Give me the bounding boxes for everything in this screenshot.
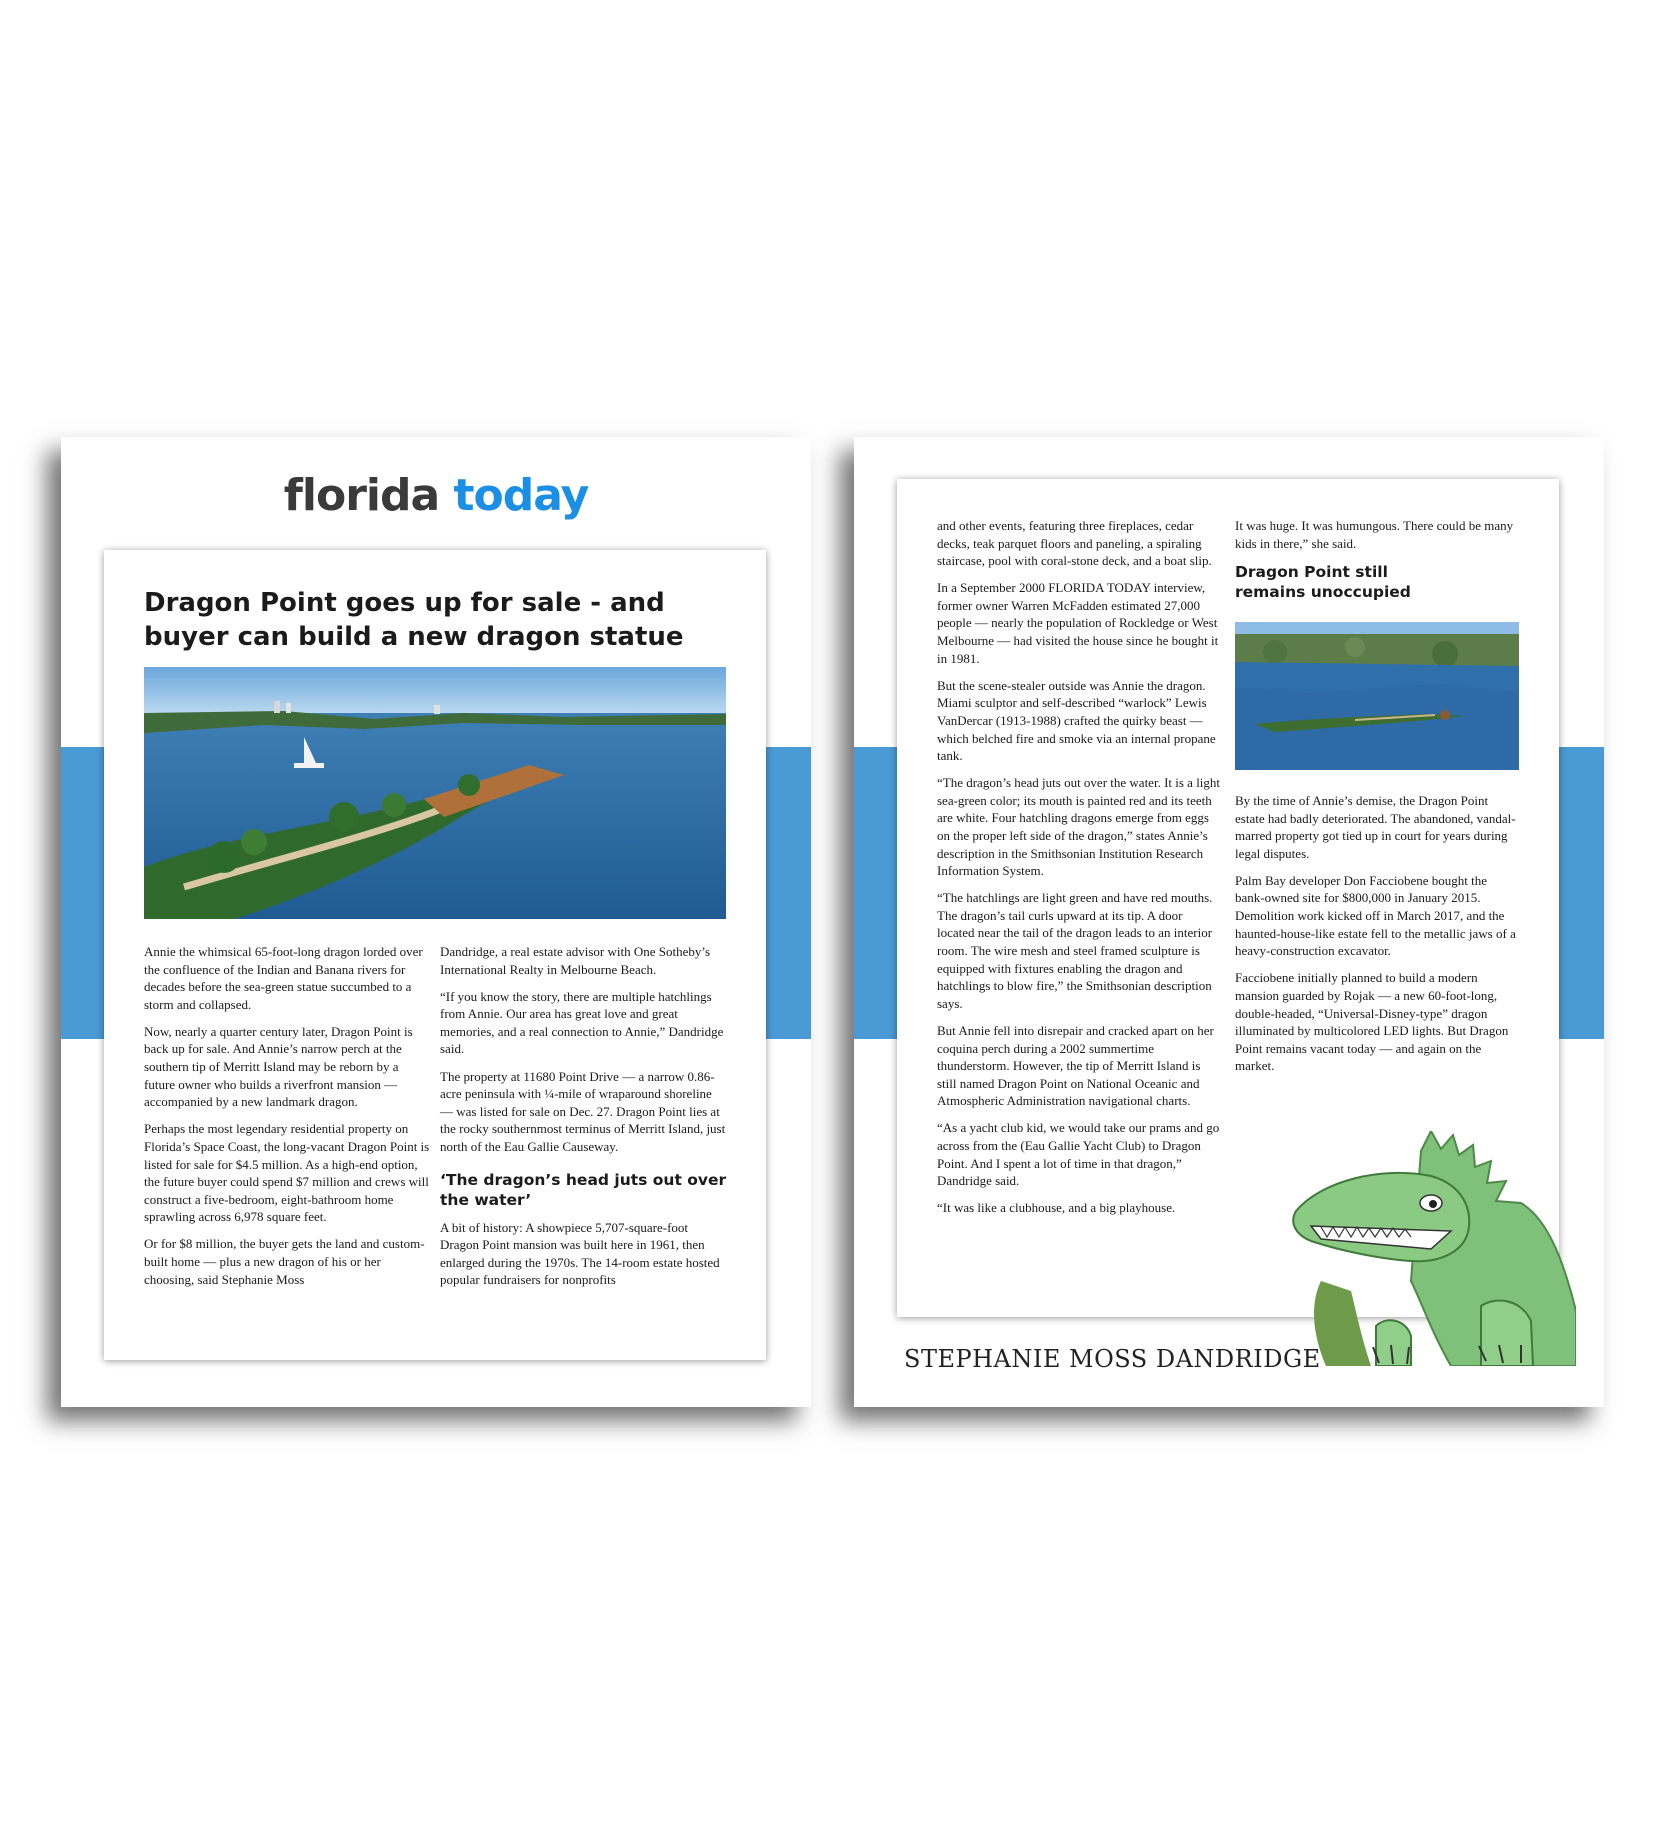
column-2 bbox=[440, 943, 728, 1298]
paragraph: Perhaps the most legendary residential property on Florida’s Space Coast, the long-vacant Dragon Point is listed for sale for $4.5 million. As a high-end option, the future buyer could spend $7 million and crews will construct a five-bedroom, eight-bathroom home sprawling across 6,978 square feet. bbox=[144, 1121, 430, 1225]
paragraph: By the time of Annie’s demise, the Dragon Point estate had badly deteriorated. The abandoned, vandal-marred property got tied up in court for years during legal disputes. bbox=[1235, 793, 1516, 861]
right-page bbox=[854, 437, 1604, 1407]
paragraph: “If you know the story, there are multiple hatchlings from Annie. Our area has great love and great memories, and a real connection to Annie,” Dandridge said. bbox=[440, 988, 724, 1057]
paragraph: A bit of history: A showpiece 5,707-square-foot Dragon Point mansion was built here in 1961, then enlarged during the 1970s. The 14-room estate hosted popular fundraisers for nonprofits bbox=[440, 1219, 720, 1288]
subheading: ‘The dragon’s head juts out over the water’ bbox=[440, 1170, 727, 1209]
paragraph: Dandridge, a real estate advisor with One Sotheby’s International Realty in Melbourne Beach. bbox=[440, 944, 711, 977]
author-byline: STEPHANIE MOSS DANDRIDGE bbox=[904, 1345, 1321, 1373]
column-4-continued bbox=[1235, 792, 1519, 1084]
paragraph: But the scene-stealer outside was Annie the dragon. Miami sculptor and self-described “warlock” Lewis VanDercar (1913-1988) crafted the quirky beast — which belched fire and smoke via an internal propane tank. bbox=[937, 677, 1216, 764]
logo-florida: florida bbox=[283, 470, 440, 521]
hero-aerial-photo bbox=[144, 667, 726, 919]
left-page bbox=[61, 437, 811, 1407]
paragraph: Facciobene initially planned to build a modern mansion guarded by Rojak — a new 60-foot-long, double-headed, “Universal-Disney-type” dragon illuminated by multicolored LED lights. But Dragon Point remains vacant today — and again on the market. bbox=[1235, 970, 1509, 1074]
article-card-right bbox=[897, 479, 1559, 1317]
paragraph: In a September 2000 FLORIDA TODAY interview, former owner Warren McFadden estimated 27,000 people — nearly the population of Rockledge or West Melbourne — had visited the house since he bought it in 1981. bbox=[937, 580, 1219, 666]
paragraph: The property at 11680 Point Drive — a narrow 0.86-acre peninsula with ¼-mile of wraparound shoreline — was listed for sale on Dec. 27. Dragon Point lies at the rocky southernmost terminus of Merritt Island, just north of the Eau Gallie Causeway. bbox=[440, 1068, 726, 1154]
masthead-logo bbox=[61, 470, 811, 521]
paragraph: “The hatchlings are light green and have red mouths. The dragon’s tail curls upward at its tip. A door located near the tail of the dragon leads to an interior room. The wire mesh and steel framed sculpture is equipped with fixtures enabling the dragon and hatchlings to blow fire,” the Smithsonian description says. bbox=[937, 890, 1213, 1011]
paragraph: “The dragon’s head juts out over the water. It is a light sea-green color; its mouth is painted red and its teeth are white. Four hatchling dragons emerge from eggs on the proper left side of the dragon,” states Annie’s description in the Smithsonian Institution Research Information System. bbox=[937, 775, 1221, 879]
logo-today: today bbox=[453, 470, 589, 521]
article-card-left bbox=[104, 550, 766, 1360]
paragraph: It was huge. It was humungous. There could be many kids in there,” she said. bbox=[1235, 518, 1514, 551]
paragraph: “It was like a clubhouse, and a big playhouse. bbox=[937, 1200, 1176, 1216]
article-headline: Dragon Point goes up for sale - and buyer can build a new dragon statue bbox=[144, 588, 684, 652]
paragraph: But Annie fell into disrepair and cracked apart on her coquina perch during a 2002 summertime thunderstorm. However, the tip of Merritt Island is still named Dragon Point on National Oceanic and Atmospheric Administration navigational charts. bbox=[937, 1022, 1214, 1109]
paragraph: Palm Bay developer Don Facciobene bought the bank-owned site for $800,000 in January 2015. Demolition work kicked off in March 2017, and the haunted-house-like estate fell to the metallic jaws of a heavy-construction excavator. bbox=[1235, 872, 1516, 959]
paragraph: and other events, featuring three fireplaces, cedar decks, teak parquet floors and paneling, a spiraling staircase, pool with coral-stone deck, and a boat slip. bbox=[937, 518, 1212, 569]
dragon-illustration bbox=[1281, 1131, 1576, 1366]
column-3 bbox=[937, 517, 1222, 1226]
paragraph: Now, nearly a quarter century later, Dragon Point is back up for sale. And Annie’s narrow perch at the southern tip of Merritt Island may be reborn by a future owner who builds a riverfront mansion — accompanied by a new landmark dragon. bbox=[144, 1023, 413, 1110]
secondary-aerial-photo bbox=[1235, 622, 1519, 770]
column-1 bbox=[144, 943, 431, 1298]
paragraph: “As a yacht club kid, we would take our prams and go across from the (Eau Gallie Yacht Club) to Dragon Point. And I spent a lot of time in that dragon,” Dandridge said. bbox=[937, 1120, 1220, 1189]
paragraph: Or for $8 million, the buyer gets the land and custom-built home — plus a new dragon of his or her choosing, said Stephanie Moss bbox=[144, 1236, 425, 1287]
paragraph: Annie the whimsical 65-foot-long dragon lorded over the confluence of the Indian and Banana rivers for decades before the sea-green statue succumbed to a storm and collapsed. bbox=[144, 944, 423, 1012]
subheading: Dragon Point still remains unoccupied bbox=[1235, 563, 1411, 602]
column-4 bbox=[1235, 517, 1519, 611]
